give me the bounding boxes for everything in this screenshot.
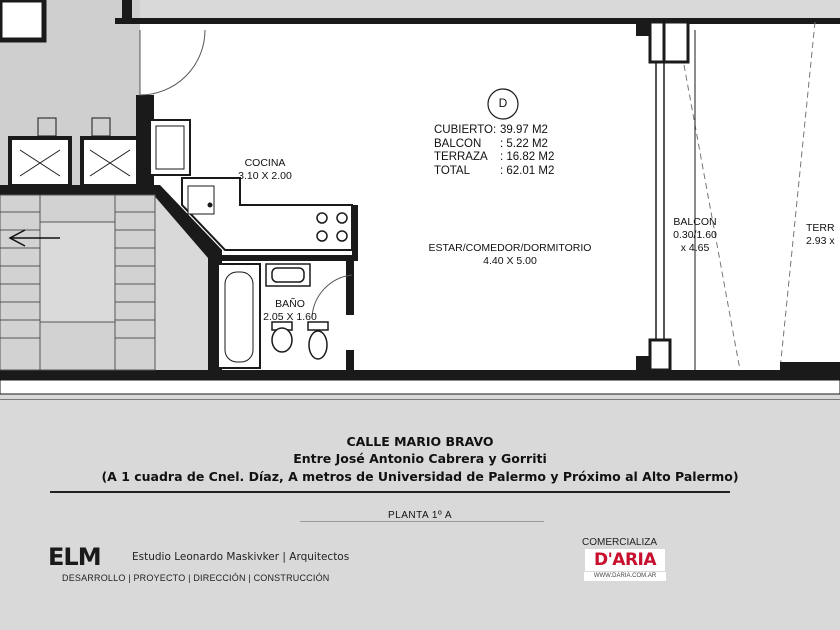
room-name: COCINA <box>244 157 286 169</box>
area-row <box>434 165 554 179</box>
studio-logo: ELM <box>48 543 101 571</box>
bottom-slab <box>0 380 840 394</box>
area-row <box>434 124 554 138</box>
room-name: TERR <box>806 222 835 234</box>
area-value: : 5.22 M2 <box>500 137 548 150</box>
area-label: BALCON <box>434 137 482 150</box>
area-row <box>434 151 554 165</box>
room-label-cocina <box>220 157 310 183</box>
room-name: ESTAR/COMEDOR/DORMITORIO <box>428 242 592 254</box>
room-dims: 3.10 X 2.00 <box>238 170 292 182</box>
room-label-bano <box>250 298 330 324</box>
area-label: TERRAZA <box>434 151 488 163</box>
area-row <box>434 138 554 152</box>
room-label-estar <box>410 242 610 268</box>
street-title: CALLE MARIO BRAVO <box>346 434 494 449</box>
location-reference: (A 1 cuadra de Cnel. Díaz, A metros de Universidad de Palermo y Próximo al Alto Palermo) <box>101 469 739 484</box>
room-dims: 4.40 X 5.00 <box>483 255 537 267</box>
floor-divider <box>300 521 544 522</box>
room-dims-2: x 4.65 <box>680 242 710 254</box>
bottom-wall <box>0 370 840 380</box>
terrace-interior <box>668 22 840 370</box>
brand-url: WWW.DARIA.COM.AR <box>584 572 666 581</box>
area-label: TOTAL <box>434 164 470 177</box>
floor-label: PLANTA 1º A <box>388 510 452 521</box>
marketing-label: COMERCIALIZA <box>582 537 658 548</box>
room-dims: 2.93 x <box>806 235 835 247</box>
area-value: : 62.01 M2 <box>500 164 555 177</box>
staircase <box>0 195 155 370</box>
top-wall <box>115 18 840 24</box>
unit-letter: D <box>498 96 508 110</box>
area-value: 39.97 M2 <box>500 124 548 136</box>
studio-services: DESARROLLO | PROYECTO | DIRECCIÓN | CONSTRUCCIÓN <box>62 573 330 583</box>
studio-name: Estudio Leonardo Maskivker | Arquitectos <box>132 551 350 563</box>
area-label: CUBIERTO: <box>434 124 497 136</box>
brand-logo: D'ARIA <box>585 549 665 571</box>
area-value: : 16.82 M2 <box>500 151 555 163</box>
area-table <box>434 124 554 178</box>
top-left-block <box>0 0 44 40</box>
room-dims: 0.30/1.60 <box>673 229 717 241</box>
room-name: BALCON <box>673 216 717 228</box>
room-label-balcon <box>665 216 725 255</box>
street-between: Entre José Antonio Cabrera y Gorriti <box>293 451 547 466</box>
room-dims: 2.05 X 1.60 <box>263 311 317 323</box>
room-label-terraza <box>806 222 840 248</box>
room-name: BAÑO <box>275 298 305 310</box>
title-divider <box>50 491 730 493</box>
